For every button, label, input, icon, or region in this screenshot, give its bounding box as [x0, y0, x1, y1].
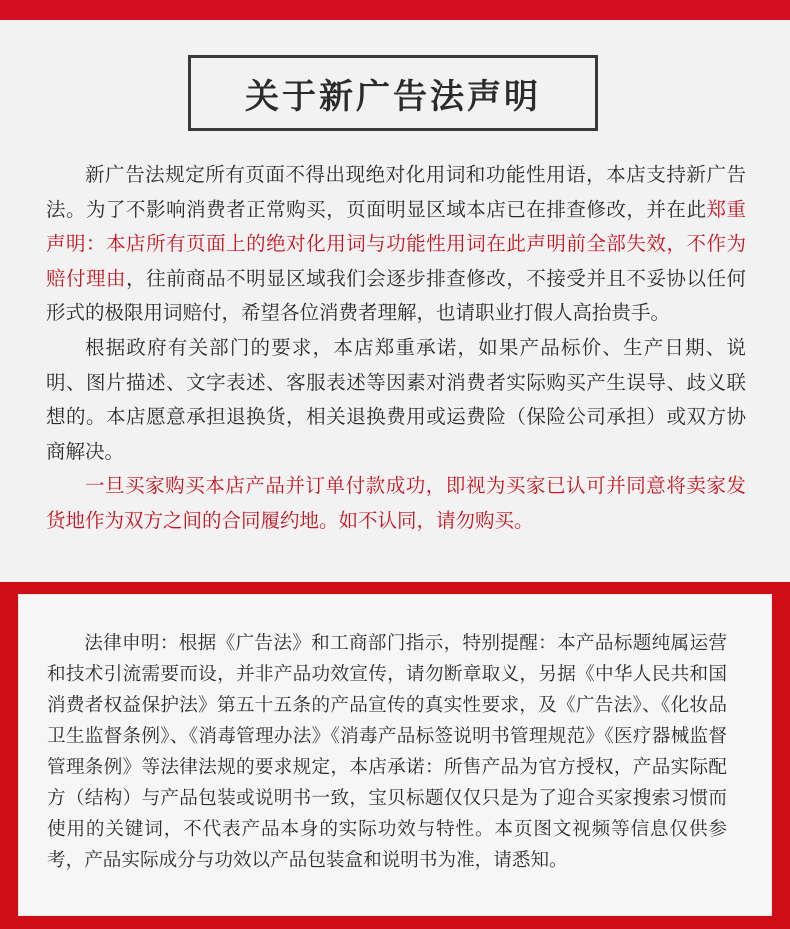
legal-frame [18, 594, 772, 916]
page-title: 关于新广告法声明 [245, 76, 541, 117]
notice-section [46, 158, 746, 539]
notice-text: ，往前商品不明显区域我们会逐步排查修改，不接受并且不妥协以任何形式的极限用词赔付，希望各位消费者理解，也请职业打假人高抬贵手。 [46, 266, 746, 325]
title-box [188, 55, 598, 131]
notice-highlight: 郑重声明：本店所有页面上的绝对化用词与功能性用词在此声明前全部失效，不作为赔付理由 [46, 197, 746, 290]
notice-paragraph-3: 一旦买家购买本店产品并订单付款成功，即视为买家已认可并同意将卖家发货地作为双方之间的合同履约地。如不认同，请勿购买。 [46, 474, 746, 532]
legal-panel [0, 582, 790, 929]
notice-paragraph-2: 根据政府有关部门的要求，本店郑重承诺，如果产品标价、生产日期、说明、图片描述、文字表述、客服表述等因素对消费者实际购买产生误导、歧义联想的。本店愿意承担退换货，相关退换费用或运费险（保险公司承担）或双方协商解决。 [46, 335, 746, 463]
notice-paragraph-1 [46, 158, 746, 331]
top-red-bar [0, 0, 790, 20]
legal-statement: 法律申明：根据《广告法》和工商部门指示，特别提醒：本产品标题纯属运营和技术引流需要而设，并非产品功效宣传，请勿断章取义，另据《中华人民共和国消费者权益保护法》第五十五条的产品宣传的真实性要求，及《广告法》、《化妆品卫生监督条例》、《消毒管理办法》《消毒产品标签说明书管理规范》《医疗器械监督管理条例》等法律法规的要求规定，本店承诺：所售产品为官方授权，产品实际配方（结构）与产品包装或说明书一致，宝贝标题仅仅只是为了迎合买家搜索习惯而使用的关键词，不代表产品本身的实际功效与特性。本页图文视频等信息仅供参考，产品实际成分与功效以产品包装盒和说明书为准，请悉知。 [47, 633, 727, 871]
notice-text: 新广告法规定所有页面不得出现绝对化用词和功能性用语，本店支持新广告法。为了不影响消费者正常购买，页面明显区域本店已在排查修改，并在此 [46, 163, 746, 221]
